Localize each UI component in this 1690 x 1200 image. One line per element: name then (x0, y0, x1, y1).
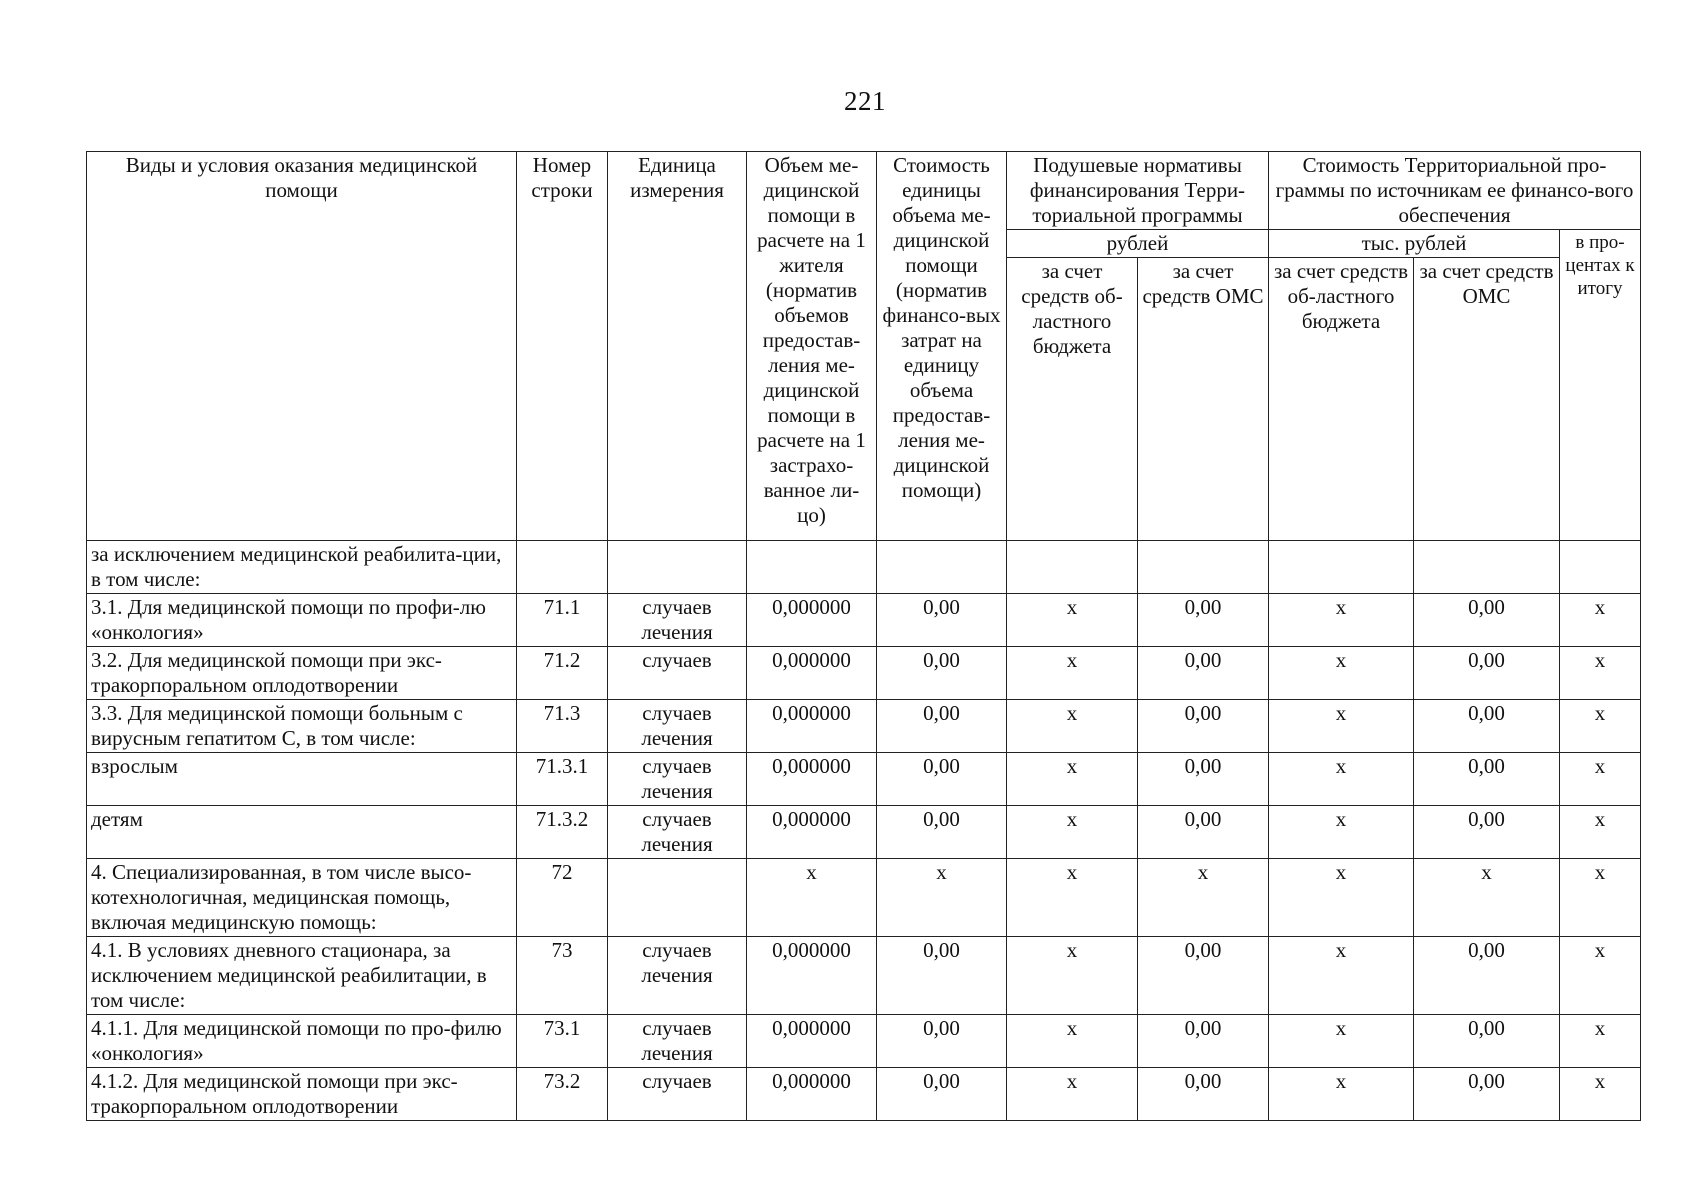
row-volume: х (747, 859, 877, 937)
header-pc-budget: за счет средств об-ластного бюджета (1007, 258, 1138, 541)
row-pc-oms: 0,00 (1138, 937, 1269, 1015)
row-pr-oms: 0,00 (1414, 1068, 1560, 1121)
row-volume: 0,000000 (747, 1015, 877, 1068)
row-pc-budget: х (1007, 594, 1138, 647)
table-row (87, 753, 1641, 806)
row-pr-oms: 0,00 (1414, 700, 1560, 753)
row-unit: случаев (608, 647, 747, 700)
row-unit: случаев лечения (608, 937, 747, 1015)
table-row (87, 541, 1641, 594)
row-pc-budget: х (1007, 700, 1138, 753)
row-name: 4. Специализированная, в том числе высо-котехнологичная, медицинская помощь, включая медицинскую помощь: (87, 859, 517, 937)
table-row (87, 806, 1641, 859)
row-volume: 0,000000 (747, 753, 877, 806)
row-pc-oms: 0,00 (1138, 594, 1269, 647)
row-pr-budget: х (1269, 753, 1414, 806)
row-pc-budget: х (1007, 937, 1138, 1015)
row-pc-oms: 0,00 (1138, 700, 1269, 753)
row-pc-oms: х (1138, 859, 1269, 937)
row-cost: 0,00 (877, 1015, 1007, 1068)
row-pr-oms: х (1414, 859, 1560, 937)
row-pc-oms: 0,00 (1138, 1068, 1269, 1121)
row-name: 4.1. В условиях дневного стационара, за исключением медицинской реабилитации, в том числе: (87, 937, 517, 1015)
row-name: взрослым (87, 753, 517, 806)
row-pc-budget: х (1007, 806, 1138, 859)
row-number: 73.1 (517, 1015, 608, 1068)
row-volume: 0,000000 (747, 700, 877, 753)
row-volume: 0,000000 (747, 647, 877, 700)
row-cost: 0,00 (877, 647, 1007, 700)
header-pc-oms: за счет средств ОМС (1138, 258, 1269, 541)
row-unit: случаев (608, 1068, 747, 1121)
row-pr-budget: х (1269, 937, 1414, 1015)
row-volume: 0,000000 (747, 1068, 877, 1121)
row-pr-percent: х (1560, 700, 1641, 753)
row-name: 3.1. Для медицинской помощи по профи-лю «онкология» (87, 594, 517, 647)
header-program-cost-units: тыс. рублей (1269, 230, 1560, 258)
row-pr-percent: х (1560, 647, 1641, 700)
row-volume: 0,000000 (747, 806, 877, 859)
row-number: 73.2 (517, 1068, 608, 1121)
table-row (87, 647, 1641, 700)
row-pr-percent: х (1560, 594, 1641, 647)
row-pr-oms: 0,00 (1414, 647, 1560, 700)
table-row (87, 700, 1641, 753)
row-pr-percent: х (1560, 1068, 1641, 1121)
row-pr-percent (1560, 541, 1641, 594)
row-unit: случаев лечения (608, 1015, 747, 1068)
row-pr-percent: х (1560, 806, 1641, 859)
row-pr-budget: х (1269, 859, 1414, 937)
row-unit: случаев лечения (608, 594, 747, 647)
header-percent: в про-центах к итогу (1560, 230, 1641, 541)
header-cost: Стоимость единицы объема ме-дицинской помощи (норматив финансо-вых затрат на единицу объема предостав-ления ме-дицинской помощи) (877, 152, 1007, 541)
row-pc-oms: 0,00 (1138, 647, 1269, 700)
row-name: 4.1.2. Для медицинской помощи при экс-тракорпоральном оплодотворении (87, 1068, 517, 1121)
table-row (87, 859, 1641, 937)
row-cost: 0,00 (877, 594, 1007, 647)
row-cost: х (877, 859, 1007, 937)
row-pc-oms (1138, 541, 1269, 594)
header-unit: Единица измерения (608, 152, 747, 541)
row-pr-oms: 0,00 (1414, 594, 1560, 647)
row-number: 71.3.1 (517, 753, 608, 806)
row-number: 73 (517, 937, 608, 1015)
row-pr-oms: 0,00 (1414, 753, 1560, 806)
row-number: 71.1 (517, 594, 608, 647)
row-volume (747, 541, 877, 594)
row-cost (877, 541, 1007, 594)
row-pr-budget: х (1269, 1015, 1414, 1068)
row-pr-budget: х (1269, 1068, 1414, 1121)
row-pc-budget: х (1007, 859, 1138, 937)
header-row-number: Номер строки (517, 152, 608, 541)
row-pr-budget: х (1269, 700, 1414, 753)
row-pr-budget (1269, 541, 1414, 594)
row-cost: 0,00 (877, 806, 1007, 859)
row-volume: 0,000000 (747, 594, 877, 647)
table-row (87, 594, 1641, 647)
table-row (87, 937, 1641, 1015)
row-name: 4.1.1. Для медицинской помощи по про-филю «онкология» (87, 1015, 517, 1068)
header-kinds: Виды и условия оказания медицинской помощи (87, 152, 517, 541)
row-pr-percent: х (1560, 937, 1641, 1015)
row-number: 71.2 (517, 647, 608, 700)
row-cost: 0,00 (877, 753, 1007, 806)
row-unit (608, 859, 747, 937)
table-row (87, 1015, 1641, 1068)
row-pr-oms: 0,00 (1414, 937, 1560, 1015)
row-pc-budget: х (1007, 1015, 1138, 1068)
row-cost: 0,00 (877, 700, 1007, 753)
row-pr-budget: х (1269, 594, 1414, 647)
row-name: детям (87, 806, 517, 859)
row-name: 3.3. Для медицинской помощи больным с вирусным гепатитом С, в том числе: (87, 700, 517, 753)
header-per-capita-units: рублей (1007, 230, 1269, 258)
row-pc-oms: 0,00 (1138, 806, 1269, 859)
financing-table (86, 151, 1641, 1121)
row-pc-budget: х (1007, 1068, 1138, 1121)
row-pc-oms: 0,00 (1138, 753, 1269, 806)
row-pr-budget: х (1269, 806, 1414, 859)
row-cost: 0,00 (877, 1068, 1007, 1121)
row-pc-budget (1007, 541, 1138, 594)
row-name: 3.2. Для медицинской помощи при экс-тракорпоральном оплодотворении (87, 647, 517, 700)
page-number: 221 (844, 86, 886, 116)
row-number: 71.3 (517, 700, 608, 753)
row-cost: 0,00 (877, 937, 1007, 1015)
header-pr-oms: за счет средств ОМС (1414, 258, 1560, 541)
row-pr-percent: х (1560, 753, 1641, 806)
row-pr-oms: 0,00 (1414, 1015, 1560, 1068)
row-pr-budget: х (1269, 647, 1414, 700)
header-row-1 (87, 152, 1641, 230)
row-unit: случаев лечения (608, 806, 747, 859)
row-unit: случаев лечения (608, 753, 747, 806)
header-program-cost-group: Стоимость Территориальной про-граммы по источникам ее финансо-вого обеспечения (1269, 152, 1641, 230)
row-pr-percent: х (1560, 859, 1641, 937)
row-number: 72 (517, 859, 608, 937)
row-pc-budget: х (1007, 647, 1138, 700)
row-number (517, 541, 608, 594)
row-name: за исключением медицинской реабилита-ции, в том числе: (87, 541, 517, 594)
header-per-capita-group: Подушевые нормативы финансирования Терри-ториальной программы (1007, 152, 1269, 230)
row-pc-budget: х (1007, 753, 1138, 806)
row-pc-oms: 0,00 (1138, 1015, 1269, 1068)
row-unit (608, 541, 747, 594)
row-volume: 0,000000 (747, 937, 877, 1015)
row-number: 71.3.2 (517, 806, 608, 859)
row-pr-percent: х (1560, 1015, 1641, 1068)
header-pr-budget: за счет средств об-ластного бюджета (1269, 258, 1414, 541)
row-unit: случаев лечения (608, 700, 747, 753)
row-pr-oms (1414, 541, 1560, 594)
header-volume: Объем ме-дицинской помощи в расчете на 1 жителя (норматив объемов предостав-ления ме-дицинской помощи в расчете на 1 застрахо-ванное ли-цо) (747, 152, 877, 541)
table-row (87, 1068, 1641, 1121)
row-pr-oms: 0,00 (1414, 806, 1560, 859)
